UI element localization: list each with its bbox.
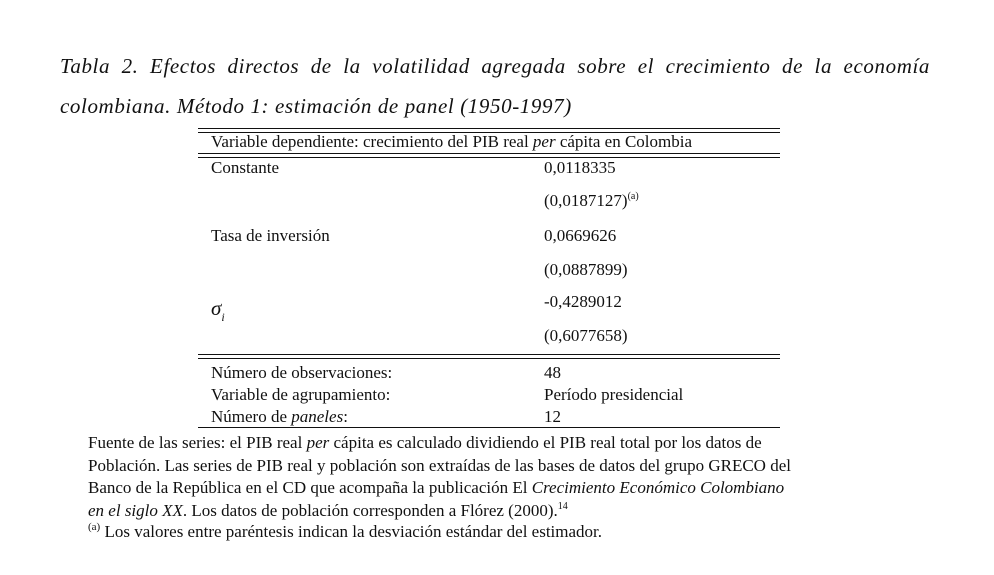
stat-label-text: Número de xyxy=(211,407,292,426)
footnote-text: Fuente de las series: el PIB real xyxy=(88,433,307,452)
stat-label-observaciones: Número de observaciones: xyxy=(211,363,393,382)
footnote-italic: per xyxy=(306,433,330,452)
se-sigma: (0,6077658) xyxy=(544,326,628,345)
row-label-sigma xyxy=(211,296,225,324)
se-value: (0,0187127) xyxy=(544,191,628,210)
footnote-text: . Los datos de población corresponden a Flórez (2000). xyxy=(182,500,558,520)
stat-value-paneles: 12 xyxy=(544,407,561,426)
row-label-inversion: Tasa de inversión xyxy=(211,226,330,245)
se-constante xyxy=(544,191,639,211)
coef-sigma: -0,4289012 xyxy=(544,292,622,311)
footnote-italic: Crecimiento Económico Colombiano xyxy=(531,478,785,497)
stat-label-italic: paneles xyxy=(291,407,344,426)
footnote-line-1 xyxy=(88,432,911,455)
coef-constante: 0,0118335 xyxy=(544,158,616,177)
note-mark: (a) xyxy=(88,521,101,533)
parentheses-note xyxy=(88,521,602,543)
footnote-line-2: Población. Las series de PIB real y población son extraídas de las bases de datos del grupo GRECO del xyxy=(88,455,791,475)
table-title: Tabla 2. Efectos directos de la volatilidad agregada sobre el crecimiento de la economía colombiana. Método 1: estimación de panel (1950-1997) xyxy=(60,54,930,118)
header-italic: per xyxy=(532,132,556,151)
se-footnote-mark: (a) xyxy=(627,191,639,202)
table-bottom-rule xyxy=(198,427,780,428)
header-text: Variable dependiente: crecimiento del PIB real xyxy=(211,132,533,151)
header-rule xyxy=(198,153,780,158)
stat-value-observaciones: 48 xyxy=(544,363,561,382)
row-label-constante: Constante xyxy=(211,158,279,177)
header-text-end: cápita en Colombia xyxy=(555,132,693,151)
stat-label-agrupamiento: Variable de agrupamiento: xyxy=(211,385,391,404)
note-text: Los valores entre paréntesis indican la desviación estándar del estimador. xyxy=(100,522,603,541)
stats-rule xyxy=(198,354,780,359)
footnote-text: cápita es calculado dividiendo el PIB real total por los datos de xyxy=(329,433,762,452)
coef-inversion: 0,0669626 xyxy=(544,226,617,245)
footnote-text: Banco de la República en el CD que acompaña la publicación El xyxy=(88,478,532,497)
stat-label-colon: : xyxy=(343,407,348,426)
footnote-italic: en el siglo XX xyxy=(88,500,183,520)
se-inversion: (0,0887899) xyxy=(544,260,628,279)
footnote-line-4 xyxy=(88,500,911,523)
footnote-line-3 xyxy=(88,477,911,500)
source-footnote xyxy=(88,432,911,522)
sigma-subscript: i xyxy=(221,310,225,324)
sigma-symbol: σ xyxy=(211,296,222,320)
footnote-reference: 14 xyxy=(557,500,568,512)
stat-label-paneles xyxy=(211,407,348,427)
table-header xyxy=(211,132,692,152)
stat-value-agrupamiento: Período presidencial xyxy=(544,385,684,404)
